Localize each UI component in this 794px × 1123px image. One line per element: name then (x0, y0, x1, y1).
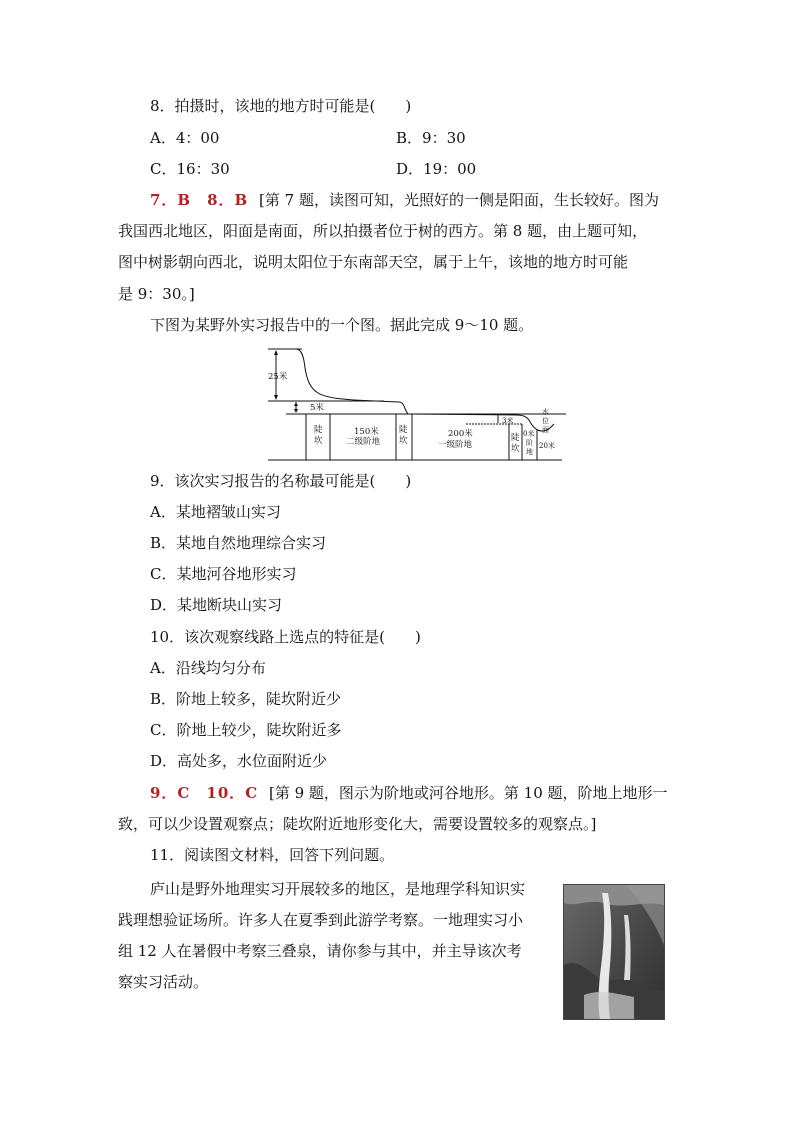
intro-9-10: 下图为某野外实习报告中的一个图。据此完成 9～10 题。 (150, 316, 534, 334)
label-low-terrace-a: 阶 (526, 439, 533, 447)
q11-paragraph: 庐山是野外地理实习开展较多的地区，是地理学科知识实 (150, 880, 526, 898)
label-20m: 20米 (539, 442, 555, 450)
label-terrace2: 二级阶地 (346, 437, 381, 447)
answer-text: 是 9：30。] (118, 285, 195, 303)
answer-7-8 (150, 190, 659, 210)
label-terrace1-width: 200米 (448, 429, 473, 439)
q9-option-c: C．某地河谷地形实习 (150, 565, 297, 583)
answer-text: [第 9 题，图示为阶地或河谷地形。第 10 题，阶地上地形一 (268, 784, 668, 802)
q10-option-a: A．沿线均匀分布 (150, 659, 266, 677)
label-terrace2-width: 150米 (354, 427, 379, 437)
q11-stem: 11．阅读图文材料，回答下列问题。 (150, 846, 395, 864)
label-water-b: 位 (542, 417, 549, 425)
label-steep-2a: 陡 (399, 425, 408, 435)
label-water-c: 面 (542, 426, 549, 434)
answer-label: 7．B 8．B (150, 191, 249, 209)
label-water-a: 水 (542, 408, 549, 416)
q11-paragraph: 察实习活动。 (118, 973, 209, 991)
label-5m: 5米 (310, 403, 324, 413)
q9-option-a: A．某地褶皱山实习 (150, 503, 281, 521)
label-steep-1a: 陡 (314, 425, 323, 435)
label-0m: 0米 (523, 430, 535, 438)
q8-option-d: D．19：00 (396, 160, 477, 178)
q8-option-a: A．4：00 (150, 129, 220, 147)
q10-option-c: C．阶地上较少，陡坎附近多 (150, 721, 342, 739)
label-steep-3b: 坎 (511, 444, 520, 454)
answer-text: 我国西北地区，阳面是南面，所以拍摄者位于树的西方。第 8 题，由上题可知， (118, 222, 648, 240)
q9-option-d: D．某地断块山实习 (150, 596, 283, 614)
q10-option-b: B．阶地上较多，陡坎附近少 (150, 690, 342, 708)
label-terrace1: 一级阶地 (438, 440, 473, 450)
answer-9-10 (150, 783, 668, 803)
label-low-terrace-b: 地 (526, 448, 533, 456)
label-25m: 25米 (268, 372, 288, 382)
label-steep-3a: 陡 (511, 433, 520, 443)
q11-paragraph: 践理想验证场所。许多人在夏季到此游学考察。一地理实习小 (118, 911, 524, 929)
label-3m: 3米 (502, 417, 514, 425)
q8-option-b: B．9：30 (396, 129, 466, 147)
q8-stem: 8．拍摄时，该地的地方时可能是( ) (150, 97, 412, 115)
label-steep-1b: 坎 (314, 436, 323, 446)
q8-option-c: C．16：30 (150, 160, 230, 178)
label-steep-2b: 坎 (399, 436, 408, 446)
q11-paragraph: 组 12 人在暑假中考察三叠泉，请你参与其中，并主导该次考 (118, 942, 522, 960)
answer-label: 9．C 10．C (150, 784, 259, 802)
q9-option-b: B．某地自然地理综合实习 (150, 534, 327, 552)
answer-text: [第 7 题，读图可知，光照好的一侧是阳面，生长较好。图为 (259, 191, 659, 209)
q10-stem: 10．该次观察线路上选点的特征是( ) (150, 628, 421, 646)
q10-option-d: D．高处多，水位面附近少 (150, 752, 328, 770)
terrace-profile-figure (266, 344, 566, 464)
answer-text: 图中树影朝向西北，说明太阳位于东南部天空，属于上午，该地的地方时可能 (118, 253, 629, 271)
answer-text: 致，可以少设置观察点；陡坎附近地形变化大，需要设置较多的观察点。] (118, 815, 597, 833)
q9-stem: 9．该次实习报告的名称最可能是( ) (150, 472, 412, 490)
waterfall-photo (563, 884, 665, 1020)
